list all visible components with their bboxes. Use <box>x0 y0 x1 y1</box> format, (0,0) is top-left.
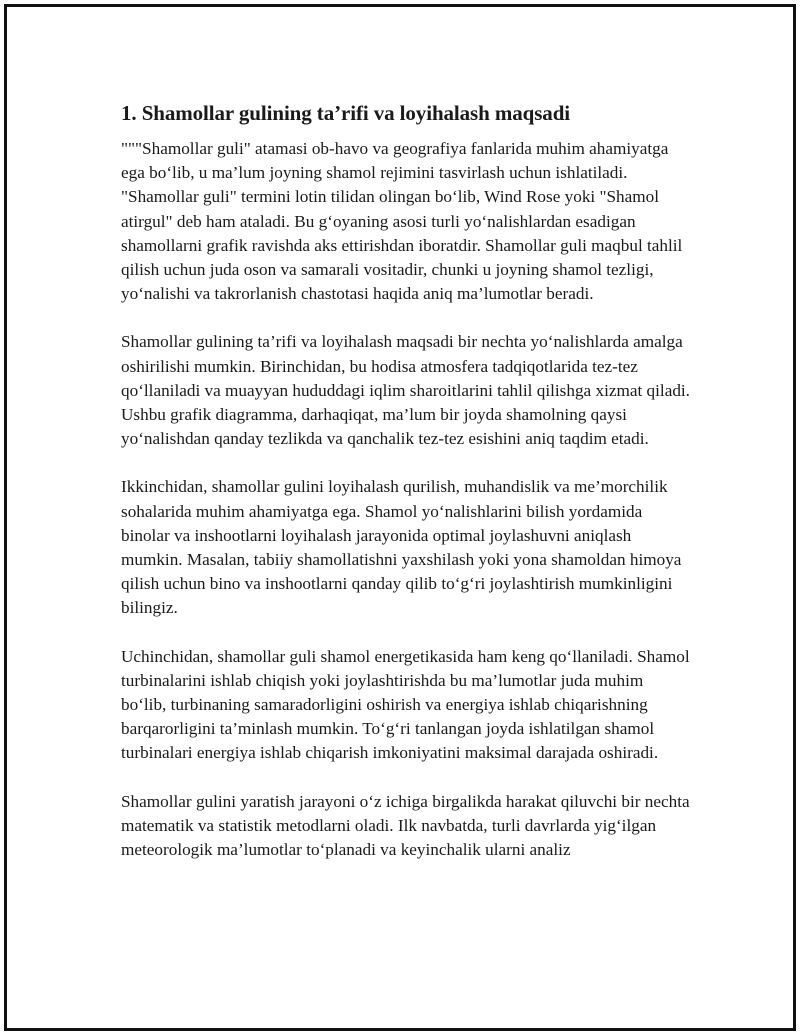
page-frame <box>4 4 796 1031</box>
paragraph-2: Shamollar gulining ta’rifi va loyihalash maqsadi bir nechta yo‘nalishlarda amalga oshirilishi mumkin. Birinchidan, bu hodisa atmosfera tadqiqotlarida tez-tez qo‘llaniladi va muayyan hududdagi iqlim sharoitlarini tahlil qilishga xizmat qiladi. Ushbu grafik diagramma, darhaqiqat, ma’lum bir joyda shamolning qaysi yo‘nalishdan qanday tezlikda va qanchalik tez-tez esishini aniq taqdim etadi. <box>121 332 690 449</box>
paragraph-5: Shamollar gulini yaratish jarayoni o‘z ichiga birgalikda harakat qiluvchi bir nechta matematik va statistik metodlarni oladi. Ilk navbatda, turli davrlarda yig‘ilgan meteorologik ma’lumotlar to‘planadi va keyinchalik ularni analiz <box>121 791 690 860</box>
paragraph-3: Ikkinchidan, shamollar gulini loyihalash qurilish, muhandislik va me’morchilik sohalarida muhim ahamiyatga ega. Shamol yo‘nalishlarini bilish yordamida binolar va inshootlarni loyihalash jarayonida optimal joylashuvni aniqlash mumkin. Masalan, tabiiy shamollatishni yaxshilash yoki yona shamoldan himoya qilish uchun bino va inshootlarni qanday qilib to‘g‘ri joylashtirish mumkinligini bilingiz. <box>121 477 682 618</box>
document-title: 1. Shamollar gulining ta’rifi va loyihalash maqsadi <box>121 101 571 125</box>
paragraph-1: """Shamollar guli" atamasi ob-havo va geografiya fanlarida muhim ahamiyatga ega bo‘lib, u ma’lum joyning shamol rejimini tasvirlash uchun ishlatiladi. "Shamollar guli" termini lotin tilidan olingan bo‘lib, Wind Rose yoki "Shamol atirgul" deb ham ataladi. Bu g‘oyaning asosi turli yo‘nalishlardan esadigan shamollarni grafik ravishda aks ettirishdan iboratdir. Shamollar guli maqbul tahlil qilish uchun juda oson va samarali vositadir, chunki u joyning shamol tezligi, yo‘nalishi va takrorlanish chastotasi haqida aniq ma’lumotlar beradi. <box>121 139 683 304</box>
paragraph-4: Uchinchidan, shamollar guli shamol energetikasida ham keng qo‘llaniladi. Shamol turbinalarini ishlab chiqish yoki joylashtirishda bu ma’lumotlar juda muhim bo‘lib, turbinaning samaradorligini oshirish va energiya ishlab chiqarishning barqarorligini ta’minlash mumkin. To‘g‘ri tanlangan joyda ishlatilgan shamol turbinalari energiya ishlab chiqarish imkoniyatini maksimal darajada oshiradi. <box>121 646 690 763</box>
document-body <box>121 99 691 886</box>
